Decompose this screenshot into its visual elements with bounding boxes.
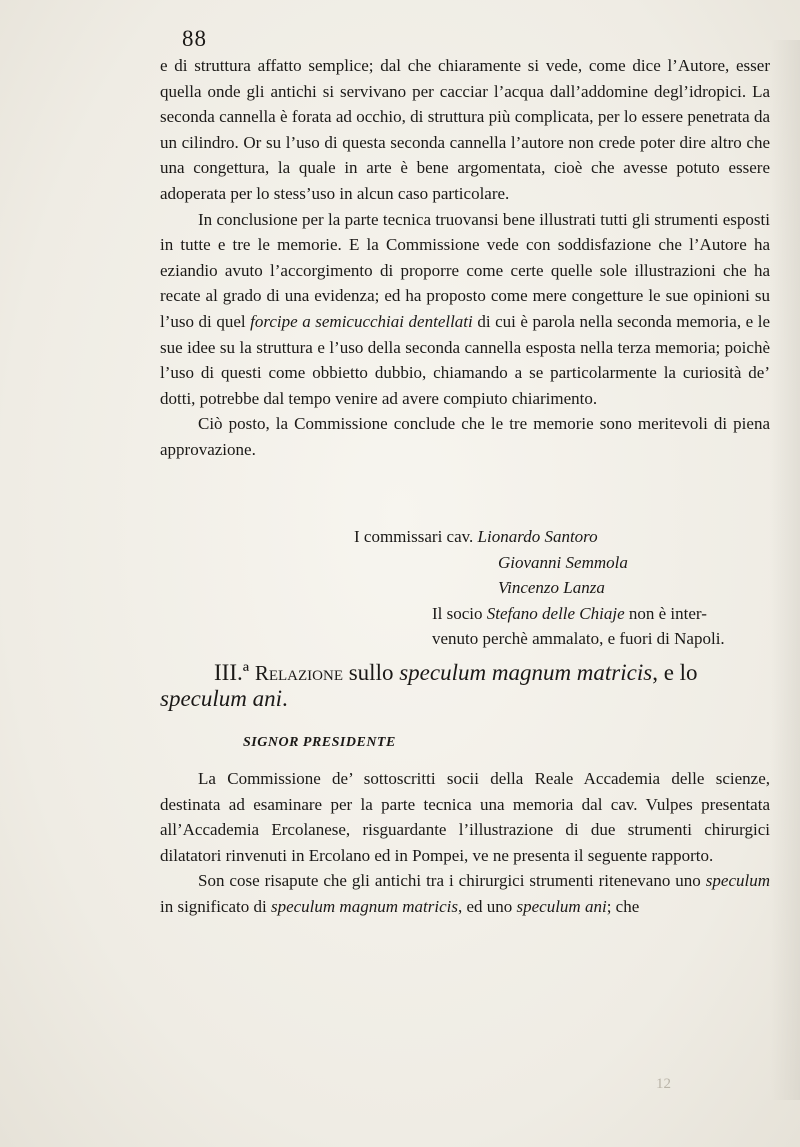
signatory-name: Vincenzo Lanza	[498, 578, 605, 598]
page-edge-shadow	[770, 40, 800, 1100]
body-text-bottom	[160, 766, 770, 920]
text-run: , ed uno	[457, 896, 517, 916]
paragraph	[160, 868, 770, 919]
text-run: Ciò posto, la Commissione conclude che le tre memorie sono meritevoli di piena approvazione.	[160, 414, 770, 459]
show-through-mark: 12	[656, 1076, 671, 1092]
text-run: ; che	[606, 896, 640, 916]
signature-block	[160, 524, 770, 652]
italic-term: speculum magnum matricis	[270, 896, 458, 916]
section-title-part: sullo	[342, 660, 400, 685]
text-run: Son cose risapute che gli antichi tra i chirurgici strumenti ritenevano uno	[198, 871, 706, 891]
paragraph	[160, 207, 770, 412]
text-run: La Commissione de’ sottoscritti socii della Reale Accademia delle scienze, destinata ad esaminare per la parte tecnica una memoria dal cav. Vulpes presentata all’Accademia Ercolanese, risguardante l’illustrazione di due strumenti chirurgici dilatatori rinvenuti in Ercolano ed in Pompei, ve ne presenta il seguente rapporto.	[160, 769, 770, 865]
section-heading	[160, 660, 780, 712]
italic-term: speculum	[705, 871, 770, 891]
socio-suffix: non è inter-	[628, 603, 707, 623]
socio-prefix: Il socio	[432, 603, 483, 623]
section-title-part: , e lo	[652, 660, 698, 685]
paragraph	[160, 411, 770, 462]
section-number: III.ª	[214, 660, 250, 685]
socio-name: Stefano delle Chiaje	[486, 603, 625, 623]
text-run: In conclusione per la parte tecnica truovansi bene illustrati tutti gli strumenti esposti in tutte e tre le memorie. E la Commissione vede con soddisfazione che l’Autore ha eziandio avuto l’accorgimento di proporre come certe quelle sole illustrazioni che ha recate al grado di una evidenza; ed ha proposto come mere congetture le sue opinioni su l’uso di quel	[160, 209, 770, 331]
signatory-name: Giovanni Semmola	[498, 552, 628, 572]
text-run: di cui è parola nella seconda memoria, e le sue idee su la struttura e l’uso della seconda cannella esposta nella terza memoria; poichè l’uso di questi come obbietto dubbio, chiamando a se particolarmente la curiosità de’ dotti, potrebbe dal tempo venire ad avere compiuto chiarimento.	[160, 311, 770, 408]
section-title-italic: speculum magnum matricis	[399, 660, 653, 685]
text-run: e di struttura affatto semplice; dal che chiaramente si vede, come dice l’Autore, esser quella onde gli antichi si servivano per cacciar l’acqua dall’addomine degl’idropici. La seconda cannella è forata ad occhio, di struttura più complicata, per lo essere penetrata da un cilindro. Or su l’uso di questa seconda cannella l’autore non crede poter dire altro che una congettura, la quale in arte è bene argomentata, cioè che avesse potuto essere adoperata per lo stess’uso in alcun caso particolare.	[160, 56, 770, 203]
paragraph	[160, 766, 770, 868]
socio-note-continuation: venuto perchè ammalato, e fuori di Napoli.	[432, 629, 725, 649]
section-title-part: .	[282, 686, 288, 711]
section-label: Relazione	[254, 661, 343, 685]
paragraph	[160, 53, 770, 207]
signature-intro: I commissari cav.	[354, 527, 474, 546]
salutation: SIGNOR PRESIDENTE	[243, 735, 396, 750]
body-text-top	[160, 53, 770, 463]
italic-term: speculum ani	[516, 896, 607, 916]
page-number: 88	[182, 26, 207, 51]
signatory-name: Lionardo Santoro	[477, 527, 598, 546]
text-run: in significato di	[160, 896, 271, 916]
section-title-italic: speculum ani	[160, 686, 283, 711]
socio-note	[160, 601, 770, 627]
signature-line	[160, 524, 770, 550]
italic-term: forcipe a semicucchiai dentellati	[250, 311, 473, 331]
